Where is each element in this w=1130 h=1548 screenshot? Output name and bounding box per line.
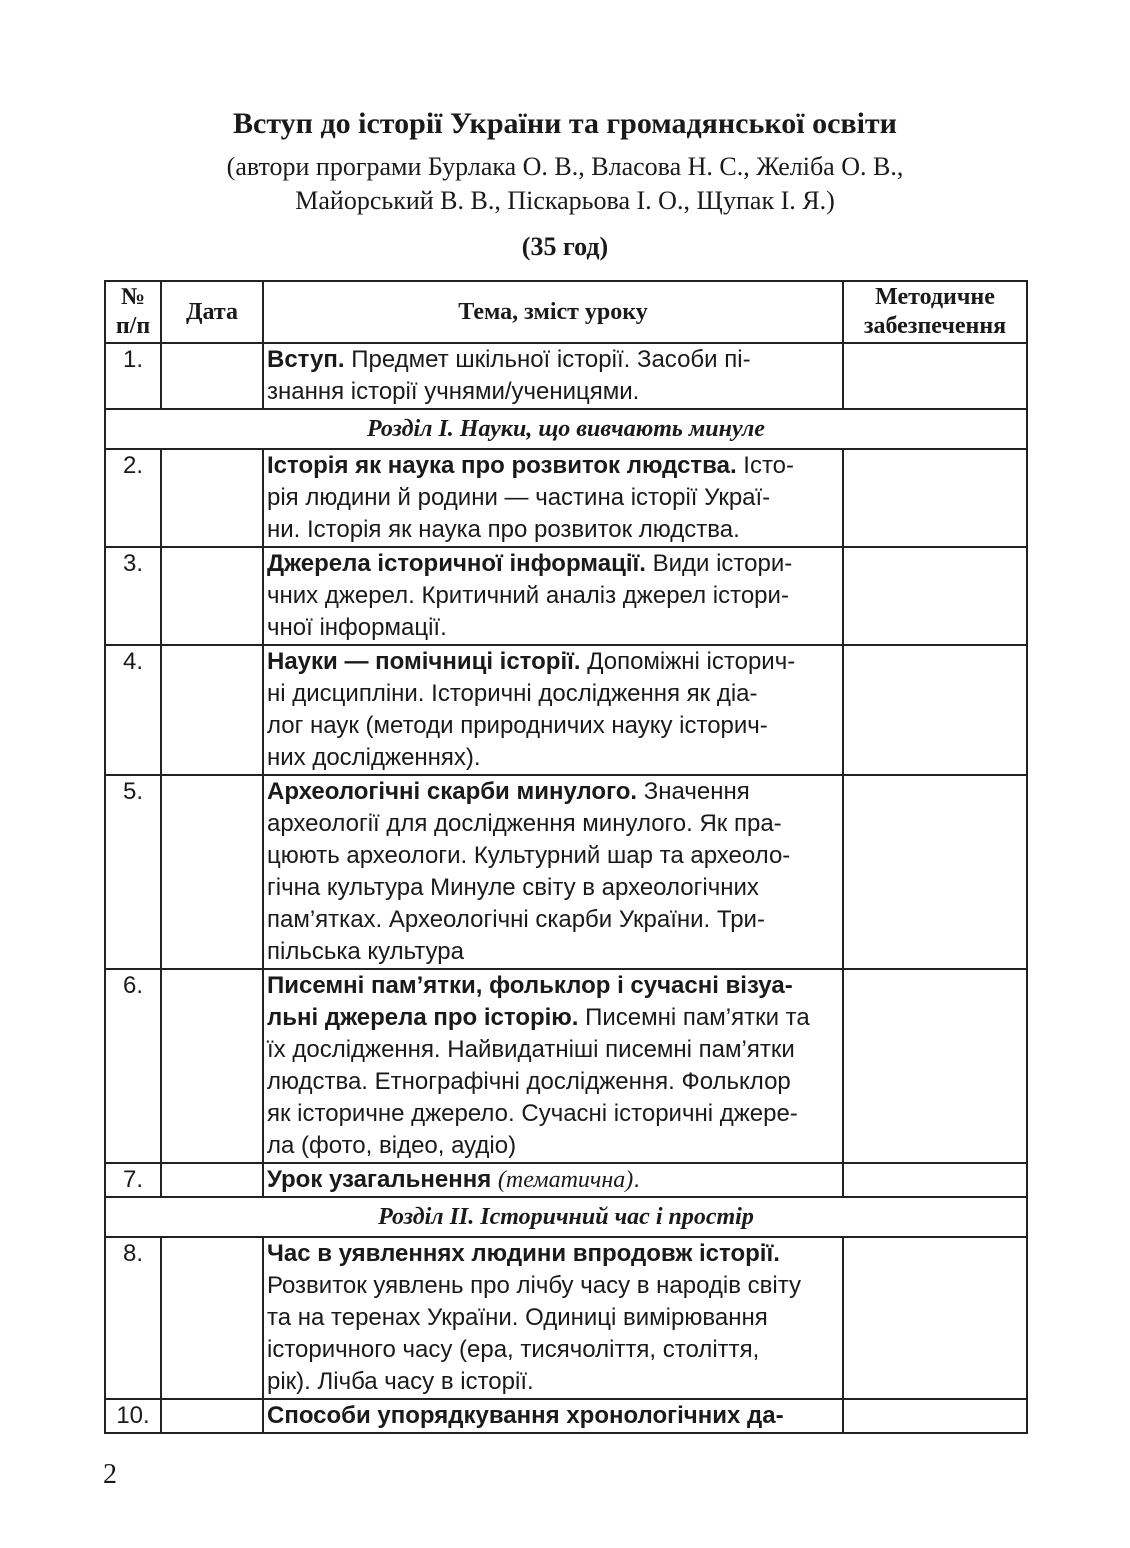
header-number: [105, 281, 161, 343]
lesson-topic: [263, 645, 843, 775]
lesson-methods-cell: [843, 343, 1027, 409]
lesson-methods-cell: [843, 645, 1027, 775]
lesson-topic: [263, 1163, 843, 1197]
lesson-topic-content: [491, 1166, 498, 1193]
lesson-row: [105, 645, 1027, 775]
lesson-topic-title: Історія як наука про розвиток людства.: [267, 452, 737, 479]
lesson-plan-table: [104, 280, 1028, 1434]
lesson-topic-title: Вступ.: [267, 346, 345, 373]
lesson-methods-cell: [843, 1399, 1027, 1433]
header-number-line-2: п/п: [115, 313, 151, 339]
lesson-row: [105, 775, 1027, 969]
lesson-topic-title: Час в уявленнях людини впродовж історії.: [267, 1240, 780, 1267]
lesson-row: [105, 449, 1027, 547]
lesson-topic-note: (тематична): [497, 1167, 634, 1193]
lesson-number: 3.: [105, 547, 161, 645]
header-topic: Тема, зміст уроку: [263, 281, 843, 343]
lesson-number: 4.: [105, 645, 161, 775]
lesson-number: 1.: [105, 343, 161, 409]
lesson-topic: [263, 1399, 843, 1433]
header-number-line-1: №: [120, 284, 146, 310]
lesson-number: 5.: [105, 775, 161, 969]
lesson-topic-tail: .: [633, 1166, 640, 1193]
lesson-topic-content: Предмет шкільної історії. Засоби пі- знання історії учнями/ученицями.: [267, 346, 751, 405]
header-date: Дата: [161, 281, 263, 343]
lesson-topic-title: Археологічні скарби минулого.: [267, 778, 638, 805]
section-title: Розділ І. Науки, що вивчають минуле: [105, 409, 1027, 449]
lesson-row: [105, 343, 1027, 409]
lesson-date-cell: [161, 969, 263, 1163]
lesson-topic-content: Види істори- чних джерел. Критичний аналіз джерел істори- чної інформації.: [267, 550, 793, 641]
lesson-date-cell: [161, 449, 263, 547]
header-methods-line-2: забезпечення: [863, 313, 1007, 339]
lesson-date-cell: [161, 1399, 263, 1433]
section-row: [105, 409, 1027, 449]
table-header-row: [105, 281, 1027, 343]
document-title: Вступ до історії України та громадянської освіти: [233, 107, 897, 140]
lesson-date-cell: [161, 343, 263, 409]
lesson-methods-cell: [843, 547, 1027, 645]
hours-total: (35 год): [521, 232, 609, 261]
lesson-topic-title: Писемні пам’ятки, фольклор і сучасні візуа- льні джерела про історію.: [267, 972, 793, 1031]
lesson-topic-content: Значення археології для дослідження минулого. Як пра- цюють археологи. Культурний шар та археоло- гічна культура Минуле світу в археологічних пам’ятках. Археологічні скарби України. Три- пільська культура: [267, 778, 791, 965]
lesson-date-cell: [161, 547, 263, 645]
lesson-date-cell: [161, 645, 263, 775]
lesson-topic: [263, 969, 843, 1163]
lesson-row: [105, 969, 1027, 1163]
section-title: Розділ ІІ. Історичний час і простір: [105, 1197, 1027, 1237]
authors-line-1: (автори програми Бурлака О. В., Власова Н. С., Желіба О. В.,: [226, 152, 904, 181]
program-authors: [0, 150, 1130, 218]
lesson-row: [105, 1163, 1027, 1197]
lesson-topic-content: Допоміжні історич- ні дисципліни. Історичні дослідження як діа- лог наук (методи природничих науку історич- них дослідженнях).: [267, 648, 796, 771]
lesson-topic-title: Джерела історичної інформації.: [267, 550, 646, 577]
lesson-topic: [263, 343, 843, 409]
page-number: 2: [103, 1459, 117, 1490]
lesson-topic-content: Писемні пам’ятки та їх дослідження. Найвидатніші писемні пам’ятки людства. Етнографічні дослідження. Фольклор як історичне джерело. Сучасні історичні джере- ла (фото, відео, аудіо): [267, 1004, 810, 1159]
section-row: [105, 1197, 1027, 1237]
lesson-topic-content: Істо- рія людини й родини — частина історії Украї- ни. Історія як наука про розвиток людства.: [267, 452, 795, 543]
authors-line-2: Майорський В. В., Піскарьова І. О., Щупак І. Я.): [295, 186, 835, 215]
lesson-topic-title: Способи упорядкування хронологічних да-: [267, 1402, 784, 1429]
lesson-number: 6.: [105, 969, 161, 1163]
lesson-number: 8.: [105, 1237, 161, 1399]
lesson-topic: [263, 449, 843, 547]
lesson-row: [105, 1237, 1027, 1399]
lesson-number: 7.: [105, 1163, 161, 1197]
header-methods-line-1: Методичне: [875, 284, 995, 310]
lesson-row: [105, 1399, 1027, 1433]
lesson-row: [105, 547, 1027, 645]
lesson-topic: [263, 1237, 843, 1399]
lesson-topic-title: Урок узагальнення: [267, 1166, 492, 1193]
lesson-methods-cell: [843, 775, 1027, 969]
lesson-methods-cell: [843, 1237, 1027, 1399]
lesson-topic-content: Розвиток уявлень про лічбу часу в народів світу та на теренах України. Одиниці вимірювання історичного часу (ера, тисячоліття, століття, рік). Лічба часу в історії.: [267, 1272, 802, 1395]
header-methods: [843, 281, 1027, 343]
lesson-number: 10.: [105, 1399, 161, 1433]
lesson-date-cell: [161, 1237, 263, 1399]
lesson-topic: [263, 775, 843, 969]
lesson-number: 2.: [105, 449, 161, 547]
lesson-methods-cell: [843, 449, 1027, 547]
lesson-topic: [263, 547, 843, 645]
lesson-methods-cell: [843, 1163, 1027, 1197]
lesson-date-cell: [161, 775, 263, 969]
lesson-topic-title: Науки — помічниці історії.: [267, 648, 581, 675]
lesson-methods-cell: [843, 969, 1027, 1163]
lesson-date-cell: [161, 1163, 263, 1197]
